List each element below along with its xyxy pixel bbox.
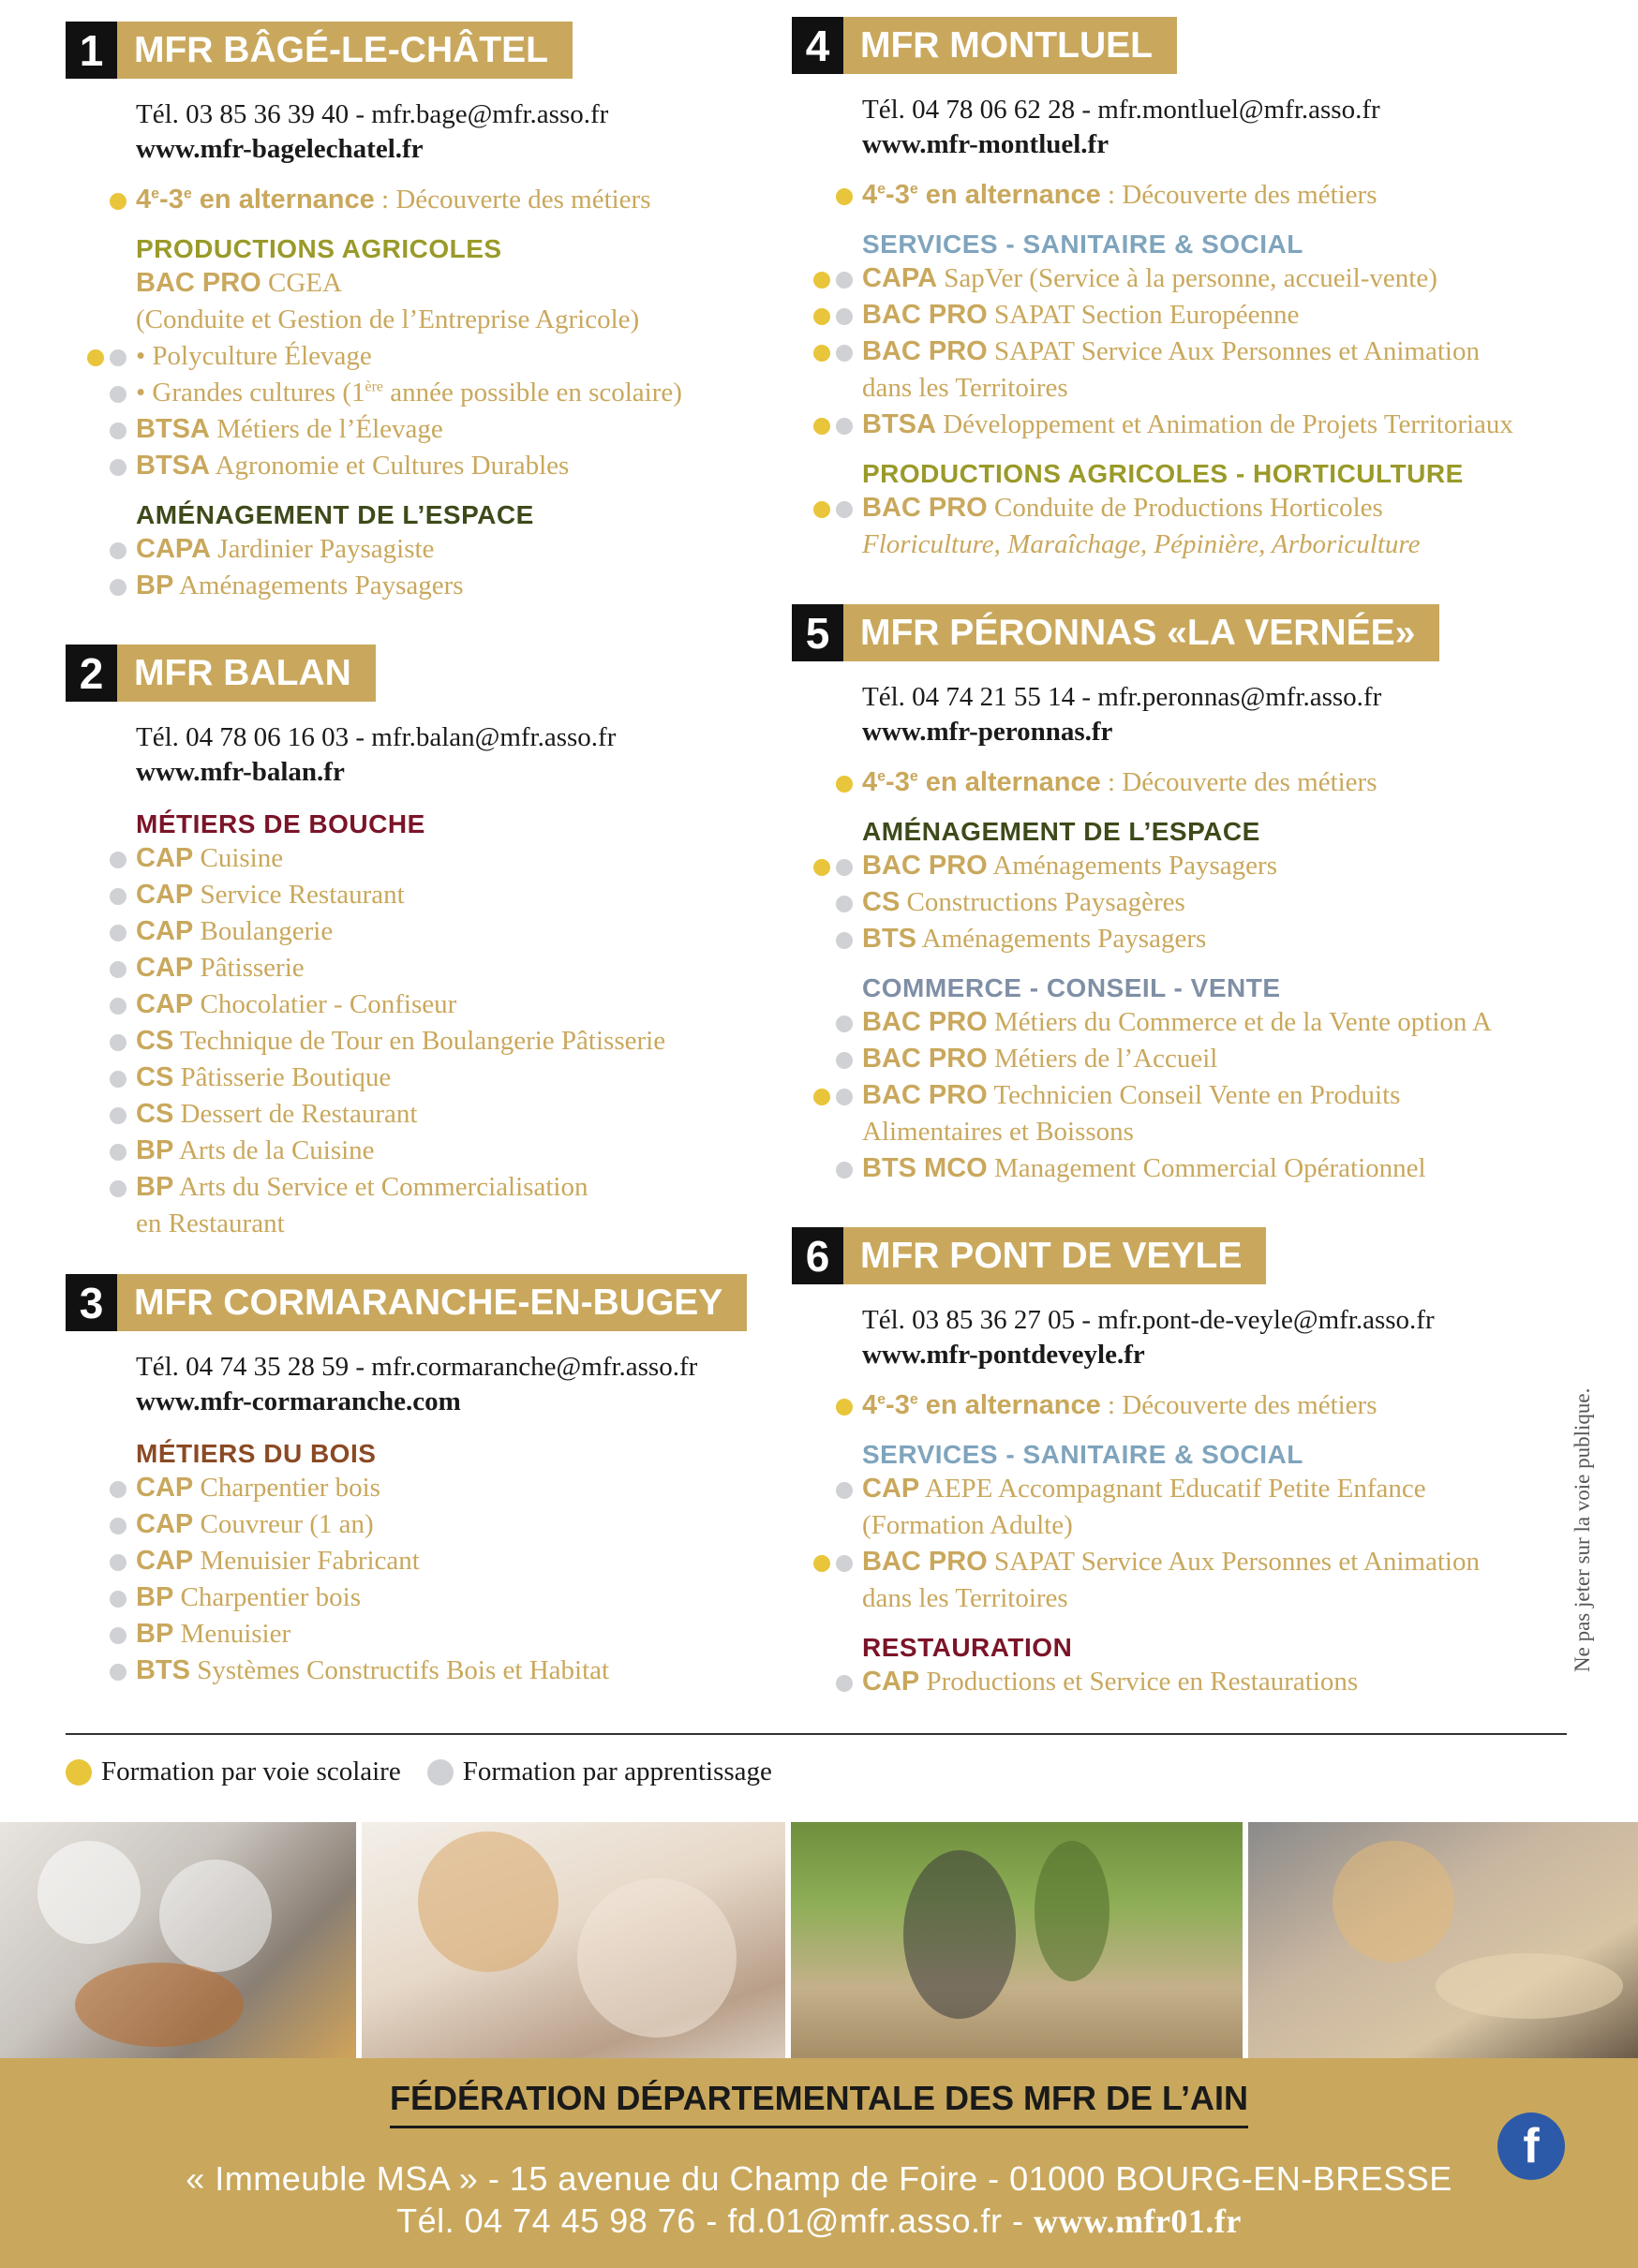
program-line: CAP Productions et Service en Restaurations — [862, 1664, 1579, 1700]
apprentissage-dot-icon — [836, 345, 853, 362]
school-header — [66, 22, 778, 79]
section-title: AMÉNAGEMENT DE L’ESPACE — [136, 500, 534, 529]
school-header — [66, 1274, 778, 1331]
section-title: MÉTIERS DE BOUCHE — [136, 809, 425, 838]
apprentissage-dot-icon — [836, 418, 853, 435]
school-number: 1 — [66, 22, 117, 79]
program-line: (Formation Adulte) — [862, 1510, 1073, 1540]
program-line: BTS Aménagements Paysagers — [862, 921, 1579, 957]
school-name: MFR MONTLUEL — [843, 17, 1177, 74]
school-phone: Tél. 04 78 06 16 03 - mfr.balan@mfr.asso.fr — [136, 722, 617, 752]
program-line: BTS MCO Management Commercial Opérationnel — [862, 1150, 1579, 1187]
scolaire-dot-icon — [813, 345, 830, 362]
program-line: CAPA Jardinier Paysagiste — [136, 531, 778, 568]
school-name: MFR BÂGÉ-LE-CHÂTEL — [117, 22, 573, 79]
section-title: MÉTIERS DU BOIS — [136, 1439, 377, 1468]
program-line: BAC PRO CGEA — [136, 268, 342, 298]
school-website[interactable]: www.mfr-balan.fr — [136, 757, 345, 787]
school-contact — [136, 1350, 778, 1419]
apprentissage-dot-icon — [110, 349, 127, 366]
school-1 — [66, 22, 778, 604]
scolaire-dot-icon — [813, 272, 830, 289]
apprentissage-dot-icon — [110, 1591, 127, 1608]
federation-website[interactable]: www.mfr01.fr — [1033, 2202, 1242, 2240]
program-line: BTSA Métiers de l’Élevage — [136, 411, 778, 448]
alternance-line: 4e-3e en alternance : Découverte des métiers — [136, 182, 778, 218]
photo-chefs — [0, 1822, 356, 2058]
program-line: CS Dessert de Restaurant — [136, 1096, 778, 1133]
scolaire-dot-icon — [836, 188, 853, 205]
school-header — [792, 604, 1579, 661]
school-name: MFR BALAN — [117, 645, 376, 702]
apprentissage-dot-icon — [836, 272, 853, 289]
school-website[interactable]: www.mfr-bagelechatel.fr — [136, 134, 424, 164]
school-website[interactable]: www.mfr-cormaranche.com — [136, 1386, 461, 1416]
program-line: dans les Territoires — [862, 373, 1068, 403]
school-phone: Tél. 03 85 36 39 40 - mfr.bage@mfr.asso.fr — [136, 99, 609, 129]
scolaire-dot-icon — [813, 308, 830, 325]
program-line: BAC PRO Technicien Conseil Vente en Produits — [862, 1077, 1579, 1114]
apprentissage-dot-icon — [110, 1554, 127, 1571]
apprentissage-dot-icon — [110, 1481, 127, 1498]
program-line: CAP Service Restaurant — [136, 877, 778, 913]
program-line: BAC PRO Conduite de Productions Horticoles — [862, 490, 1579, 526]
program-line: CS Pâtisserie Boutique — [136, 1060, 778, 1096]
school-phone: Tél. 03 85 36 27 05 - mfr.pont-de-veyle@mfr.asso.fr — [862, 1305, 1435, 1335]
program-line: BAC PRO SAPAT Section Européenne — [862, 297, 1579, 334]
scolaire-dot-icon — [813, 1089, 830, 1105]
footer — [0, 2058, 1638, 2268]
alternance-line: 4e-3e en alternance : Découverte des métiers — [862, 177, 1579, 214]
program-line: CS Constructions Paysagères — [862, 884, 1579, 921]
school-name: MFR PONT DE VEYLE — [843, 1227, 1266, 1284]
scolaire-dot-icon — [836, 776, 853, 793]
federation-address: « Immeuble MSA » - 15 avenue du Champ de Foire - 01000 BOURG-EN-BRESSE — [186, 2159, 1452, 2198]
school-3 — [66, 1274, 778, 1689]
apprentissage-dot-icon — [836, 1089, 853, 1105]
photo-care — [362, 1822, 785, 2058]
legend — [66, 1757, 772, 1787]
program-line: Alimentaires et Boissons — [862, 1117, 1134, 1147]
program-line: Floriculture, Maraîchage, Pépinière, Arboriculture — [862, 529, 1421, 559]
school-website[interactable]: www.mfr-montluel.fr — [862, 129, 1109, 159]
section-title: AMÉNAGEMENT DE L’ESPACE — [862, 817, 1260, 846]
school-phone: Tél. 04 74 21 55 14 - mfr.peronnas@mfr.asso.fr — [862, 682, 1382, 712]
school-contact — [136, 720, 778, 790]
apprentissage-dot-icon — [110, 1144, 127, 1161]
apprentissage-dot-icon — [836, 1162, 853, 1178]
school-contact — [136, 97, 778, 167]
school-phone: Tél. 04 78 06 62 28 - mfr.montluel@mfr.asso.fr — [862, 95, 1380, 125]
program-line: BP Charpentier bois — [136, 1579, 778, 1616]
apprentissage-dot-icon — [836, 896, 853, 912]
apprentissage-dot-icon — [110, 1107, 127, 1124]
apprentissage-dot-icon — [110, 852, 127, 868]
program-line: en Restaurant — [136, 1208, 285, 1238]
program-line: CAP Menuisier Fabricant — [136, 1543, 778, 1579]
school-6 — [792, 1227, 1579, 1700]
apprentissage-dot-icon — [110, 888, 127, 905]
school-contact — [862, 680, 1579, 749]
scolaire-dot-icon — [813, 1555, 830, 1572]
scolaire-dot-icon — [66, 1759, 92, 1786]
program-line: • Grandes cultures (1ère année possible en scolaire) — [136, 375, 778, 411]
program-line: CS Technique de Tour en Boulangerie Pâtisserie — [136, 1023, 778, 1060]
program-line: (Conduite et Gestion de l’Entreprise Agricole) — [136, 304, 640, 334]
school-5 — [792, 604, 1579, 1187]
apprentissage-dot-icon — [110, 1071, 127, 1088]
school-contact — [862, 93, 1579, 162]
scolaire-dot-icon — [836, 1399, 853, 1416]
program-line: BP Aménagements Paysagers — [136, 568, 778, 604]
apprentissage-dot-icon — [110, 459, 127, 476]
school-header — [792, 1227, 1579, 1284]
apprentissage-dot-icon — [836, 501, 853, 518]
section-title: RESTAURATION — [862, 1633, 1073, 1662]
apprentissage-dot-icon — [836, 1555, 853, 1572]
photo-gardening — [791, 1822, 1243, 2058]
apprentissage-dot-icon — [110, 961, 127, 978]
alternance-line: 4e-3e en alternance : Découverte des métiers — [862, 764, 1579, 801]
program-line: BAC PRO Aménagements Paysagers — [862, 848, 1579, 884]
program-line: BTS Systèmes Constructifs Bois et Habitat — [136, 1653, 778, 1689]
school-number: 3 — [66, 1274, 117, 1331]
apprentissage-dot-icon — [110, 386, 127, 403]
program-line: BTSA Développement et Animation de Projets Territoriaux — [862, 407, 1579, 443]
federation-contact: Tél. 04 74 45 98 76 - fd.01@mfr.asso.fr - www.mfr01.fr — [396, 2201, 1242, 2240]
program-line: CAP Cuisine — [136, 840, 778, 877]
program-line: CAPA SapVer (Service à la personne, accueil-vente) — [862, 260, 1579, 297]
school-website[interactable]: www.mfr-peronnas.fr — [862, 717, 1113, 747]
school-number: 2 — [66, 645, 117, 702]
program-line: • Polyculture Élevage — [136, 338, 778, 375]
school-phone: Tél. 04 74 35 28 59 - mfr.cormaranche@mfr.asso.fr — [136, 1352, 698, 1382]
program-line: CAP Couvreur (1 an) — [136, 1506, 778, 1543]
program-line: BP Menuisier — [136, 1616, 778, 1653]
school-number: 4 — [792, 17, 843, 74]
apprentissage-dot-icon — [836, 859, 853, 876]
program-line: BAC PRO Métiers du Commerce et de la Vente option A — [862, 1004, 1579, 1041]
apprentissage-dot-icon — [836, 932, 853, 949]
section-title: PRODUCTIONS AGRICOLES — [136, 234, 502, 263]
apprentissage-dot-icon — [110, 579, 127, 596]
program-line: CAP Chocolatier - Confiseur — [136, 986, 778, 1023]
apprentissage-dot-icon — [110, 422, 127, 439]
program-line: CAP Charpentier bois — [136, 1470, 778, 1506]
side-note: Ne pas jeter sur la voie publique. — [1571, 1387, 1594, 1672]
scolaire-dot-icon — [813, 501, 830, 518]
facebook-icon[interactable]: f — [1497, 2112, 1565, 2180]
program-line: BAC PRO SAPAT Service Aux Personnes et Animation — [862, 334, 1579, 370]
apprentissage-dot-icon — [110, 1518, 127, 1534]
program-line: BTSA Agronomie et Cultures Durables — [136, 448, 778, 484]
apprentissage-dot-icon — [836, 1675, 853, 1692]
alternance-line: 4e-3e en alternance : Découverte des métiers — [862, 1387, 1579, 1424]
section-title: COMMERCE - CONSEIL - VENTE — [862, 973, 1281, 1002]
scolaire-dot-icon — [110, 193, 127, 210]
program-line: BP Arts de la Cuisine — [136, 1133, 778, 1169]
school-header — [792, 17, 1579, 74]
divider — [66, 1733, 1567, 1735]
apprentissage-dot-icon — [110, 925, 127, 941]
school-header — [66, 645, 778, 702]
apprentissage-dot-icon — [836, 1052, 853, 1069]
program-line: BAC PRO SAPAT Service Aux Personnes et Animation — [862, 1544, 1579, 1580]
program-line: CAP Boulangerie — [136, 913, 778, 950]
program-line: BAC PRO Métiers de l’Accueil — [862, 1041, 1579, 1077]
school-name: MFR PÉRONNAS «LA VERNÉE» — [843, 604, 1439, 661]
program-line: dans les Territoires — [862, 1583, 1068, 1613]
scolaire-dot-icon — [87, 349, 104, 366]
legend-scolaire: Formation par voie scolaire — [101, 1757, 401, 1786]
program-line: BP Arts du Service et Commercialisation — [136, 1169, 778, 1206]
school-number: 5 — [792, 604, 843, 661]
school-contact — [862, 1303, 1579, 1372]
apprentissage-dot-icon — [110, 1627, 127, 1644]
legend-apprentissage: Formation par apprentissage — [462, 1757, 772, 1786]
apprentissage-dot-icon — [110, 998, 127, 1015]
photo-woodwork — [1248, 1822, 1638, 2058]
apprentissage-dot-icon — [427, 1759, 454, 1786]
apprentissage-dot-icon — [110, 1664, 127, 1681]
school-website[interactable]: www.mfr-pontdeveyle.fr — [862, 1340, 1145, 1370]
school-name: MFR CORMARANCHE-EN-BUGEY — [117, 1274, 747, 1331]
federation-title: FÉDÉRATION DÉPARTEMENTALE DES MFR DE L’AIN — [0, 2079, 1638, 2128]
scolaire-dot-icon — [813, 859, 830, 876]
school-number: 6 — [792, 1227, 843, 1284]
school-4 — [792, 17, 1579, 563]
apprentissage-dot-icon — [836, 308, 853, 325]
program-line: CAP AEPE Accompagnant Educatif Petite Enfance — [862, 1471, 1579, 1507]
scolaire-dot-icon — [813, 418, 830, 435]
apprentissage-dot-icon — [110, 542, 127, 559]
section-title: SERVICES - SANITAIRE & SOCIAL — [862, 230, 1303, 259]
school-2 — [66, 645, 778, 1242]
photo-strip — [0, 1822, 1638, 2058]
apprentissage-dot-icon — [110, 1180, 127, 1197]
apprentissage-dot-icon — [836, 1482, 853, 1499]
section-title: SERVICES - SANITAIRE & SOCIAL — [862, 1440, 1303, 1469]
section-title: PRODUCTIONS AGRICOLES - HORTICULTURE — [862, 459, 1464, 488]
apprentissage-dot-icon — [836, 1015, 853, 1032]
dots — [110, 193, 127, 210]
program-line: CAP Pâtisserie — [136, 950, 778, 986]
apprentissage-dot-icon — [110, 1034, 127, 1051]
